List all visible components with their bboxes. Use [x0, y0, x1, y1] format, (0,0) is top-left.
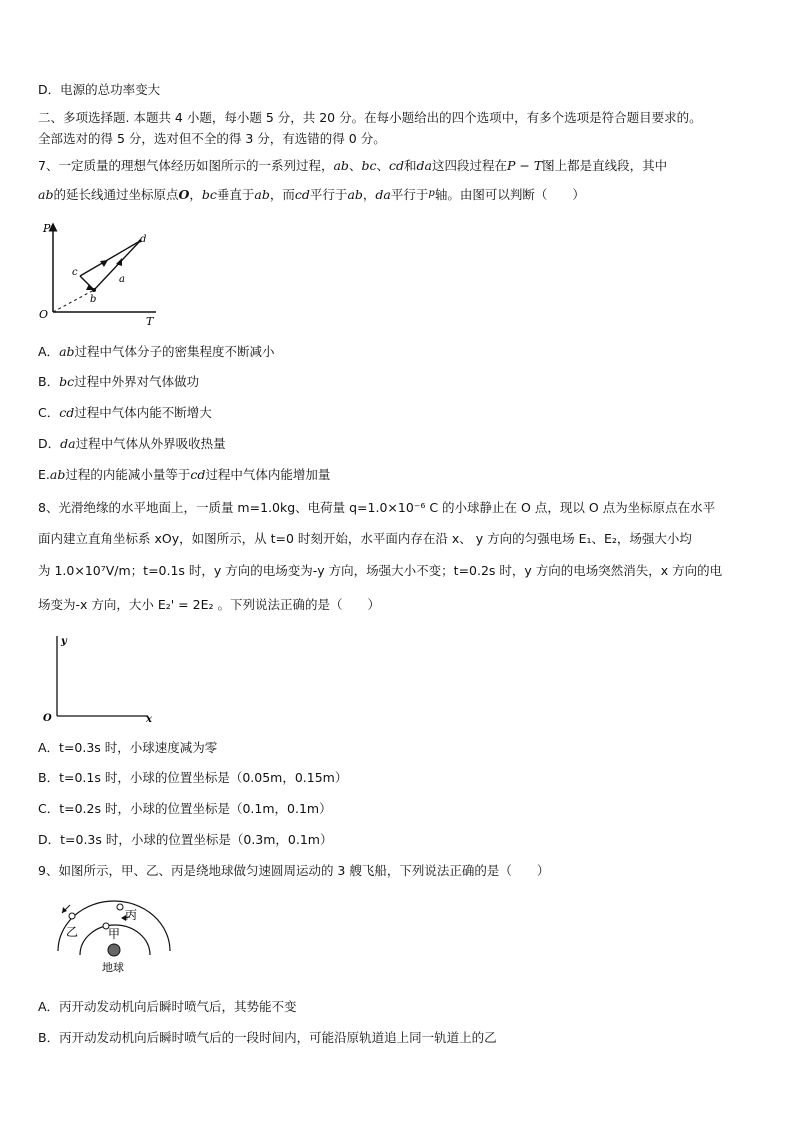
q7-stem-text: ，: [189, 187, 202, 202]
q9-option-a: A．丙开动发动机向后瞬时喷气后，其势能不变: [38, 999, 297, 1014]
q7-p: p: [428, 188, 435, 199]
label-x: x: [146, 714, 152, 724]
section-header-line1: 二、多项选择题. 本题共 4 小题，每小题 5 分，共 20 分。在每小题给出的四个选项中，有多个选项是符合题目要求的。: [38, 110, 702, 125]
q8-option-b: B．t=0.1s 时，小球的位置坐标是（0.05m，0.15m）: [38, 770, 348, 785]
process-cd: [80, 241, 140, 276]
q7-ab: ab: [347, 187, 363, 202]
q7-stem-line2: [38, 186, 585, 203]
q7-cd: cd: [294, 187, 310, 202]
q7-and: 和: [404, 158, 417, 173]
q7-stem-text: 图上都是直线段，其中: [542, 158, 668, 173]
q7-bc: bc: [201, 187, 217, 202]
q7-bc: bc: [361, 158, 377, 173]
process-ab: [94, 241, 140, 290]
label-earth: 地球: [102, 961, 124, 974]
q7-sep: 、: [376, 158, 389, 173]
point-b: [92, 288, 96, 292]
q7-pt-diagram: [36, 218, 166, 330]
q7-stem-text: 的延长线通过坐标原点: [53, 187, 179, 202]
section-header-line2: 全部选对的得 5 分，选对但不全的得 3 分，有选错的得 0 分。: [38, 131, 386, 146]
q8-stem-line4: 场变为-x 方向，大小 E₂' = 2E₂ 。下列说法正确的是（ ）: [38, 597, 380, 612]
label-jia: 甲: [108, 927, 121, 941]
q7-da: da: [416, 158, 432, 173]
q7-stem-text: 这四段过程在: [431, 158, 507, 173]
label-o: O: [39, 308, 49, 321]
q6-option-d: D．电源的总功率变大: [38, 82, 161, 97]
q7-pt: P − T: [507, 158, 543, 173]
q7-ab: ab: [38, 187, 54, 202]
q7-stem-text: 轴。由图可以判断（ ）: [434, 187, 585, 202]
q8-option-c: C．t=0.2s 时，小球的位置坐标是（0.1m，0.1m）: [38, 801, 332, 816]
q7-option-a: A．ab过程中气体分子的密集程度不断减小: [38, 344, 275, 359]
label-a: a: [119, 274, 125, 285]
q7-option-d: D．da过程中气体从外界吸收热量: [38, 436, 226, 451]
label-bing: 丙: [125, 908, 138, 922]
q9-orbit-diagram: [50, 893, 180, 978]
ship-yi: [69, 913, 75, 919]
q7-stem-text: ，而: [269, 187, 295, 202]
q7-cd: cd: [388, 158, 404, 173]
q7-origin: O: [178, 187, 190, 202]
q7-stem-text: 垂直于: [216, 187, 255, 202]
q7-stem-text: 平行于: [390, 187, 429, 202]
label-b: b: [90, 294, 97, 305]
q7-stem-line1: [38, 158, 667, 174]
q8-stem-line1: 8、光滑绝缘的水平地面上，一质量 m=1.0kg、电荷量 q=1.0×10⁻⁶ C 的小球静止在 O 点，现以 O 点为坐标原点在水平: [38, 500, 716, 515]
earth: [108, 944, 120, 956]
q7-stem-text: ，: [362, 187, 376, 202]
label-d: d: [140, 234, 147, 245]
label-t: T: [146, 315, 154, 328]
q8-option-d: D．t=0.3s 时，小球的位置坐标是（0.3m，0.1m）: [38, 832, 333, 847]
q8-axes-diagram: [40, 632, 160, 724]
label-c: c: [72, 267, 78, 278]
q8-stem-line3: 为 1.0×10⁷V/m；t=0.1s 时，y 方向的电场变为-y 方向，场强大小不变；t=0.2s 时，y 方向的电场突然消失，x 方向的电: [38, 563, 723, 578]
label-y: y: [61, 636, 67, 647]
q9-option-b: B．丙开动发动机向后瞬时喷气后的一段时间内，可能沿原轨道追上同一轨道上的乙: [38, 1030, 497, 1045]
ab-extension: [53, 290, 97, 312]
q7-da: da: [375, 187, 391, 202]
q9-stem: 9、如图所示，甲、乙、丙是绕地球做匀速圆周运动的 3 艘飞船，下列说法正确的是（ ）: [38, 863, 550, 878]
q7-option-c: C．cd过程中气体内能不断增大: [38, 405, 212, 420]
ship-bing: [117, 904, 123, 910]
arrow-outer-head: [62, 907, 67, 913]
q7-stem-text: 7、一定质量的理想气体经历如图所示的一系列过程，: [38, 158, 334, 173]
q7-option-e: E.ab过程的内能减小量等于cd过程中气体内能增加量: [38, 467, 331, 482]
q7-stem-text: 平行于: [309, 187, 348, 202]
q7-ab: ab: [254, 187, 270, 202]
q8-option-a: A．t=0.3s 时，小球速度减为零: [38, 740, 218, 755]
label-yi: 乙: [66, 925, 79, 939]
label-p: P: [43, 222, 51, 235]
q8-stem-line2: 面内建立直角坐标系 xOy，如图所示，从 t=0 时刻开始，水平面内存在沿 x、 y 方向的匀强电场 E₁、E₂，场强大小均: [38, 531, 692, 546]
q7-sep: 、: [348, 158, 362, 173]
label-o: O: [43, 713, 52, 724]
q7-option-b: B．bc过程中外界对气体做功: [38, 374, 200, 389]
q7-ab: ab: [333, 158, 349, 173]
